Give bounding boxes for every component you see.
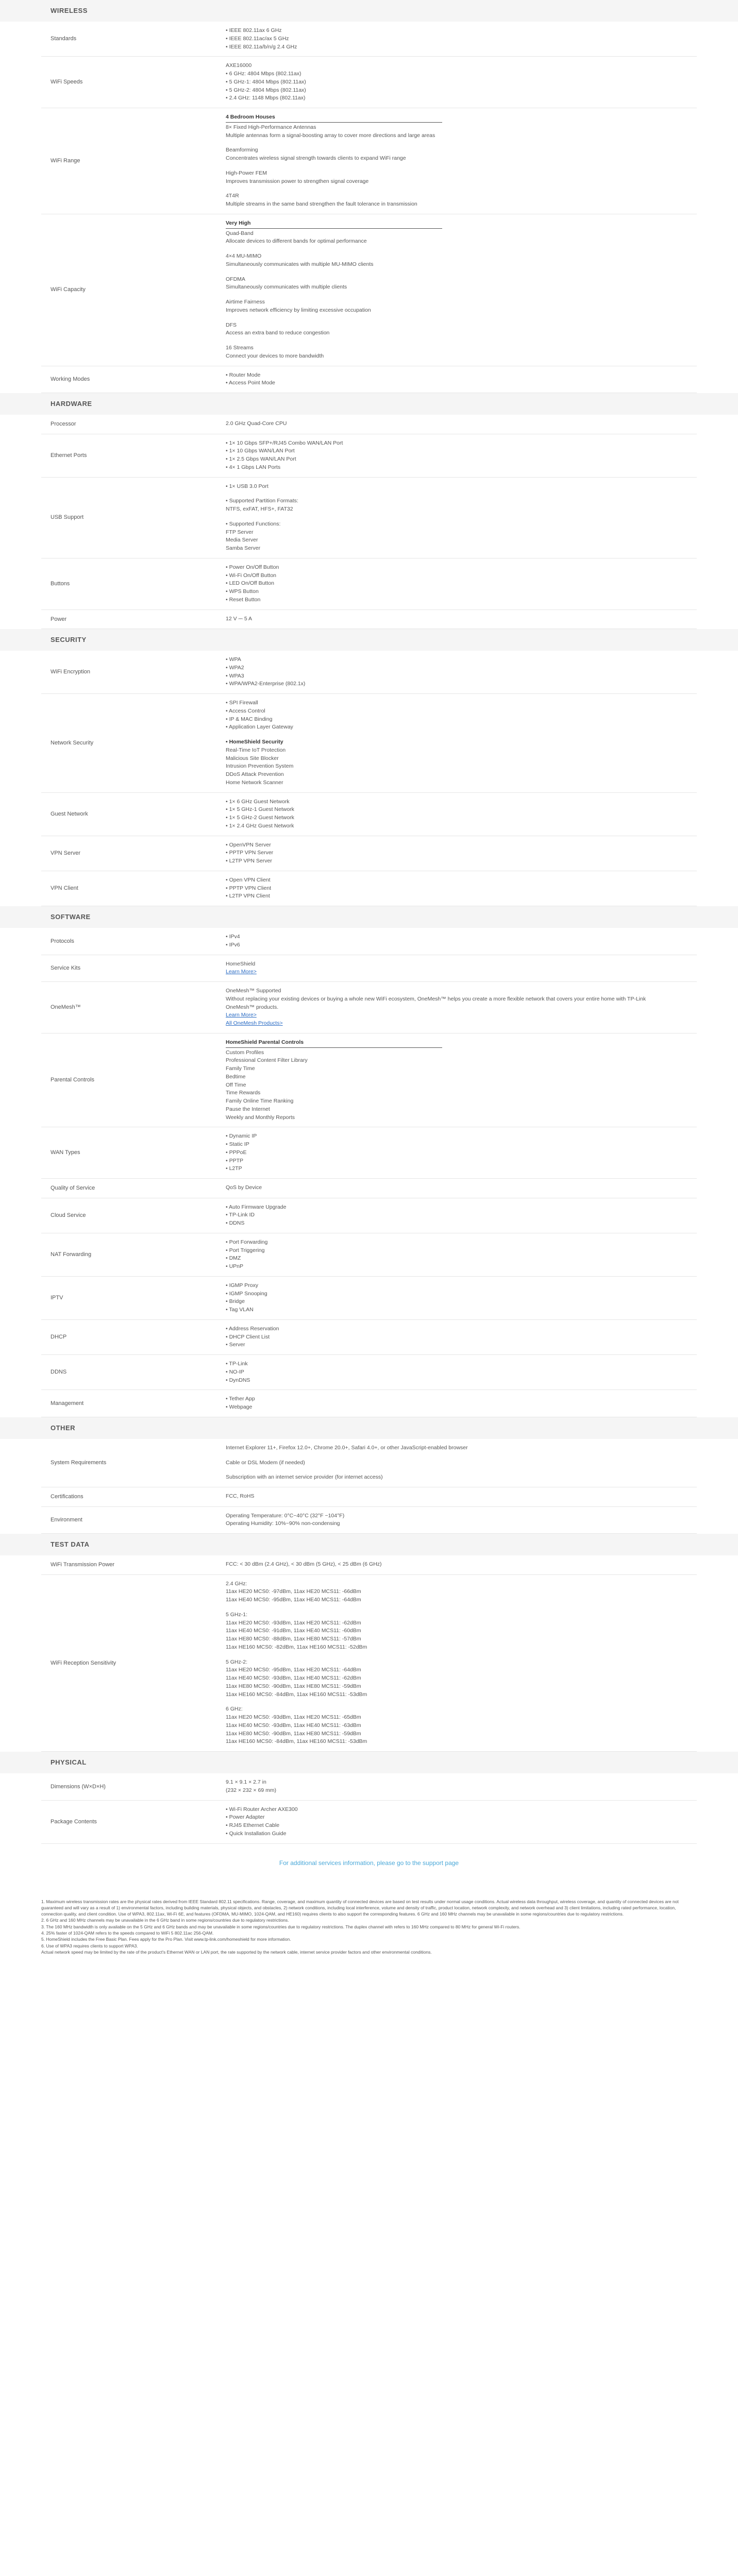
list-item: Real-Time IoT Protection bbox=[226, 747, 286, 753]
label-certs: Certifications bbox=[51, 1494, 83, 1500]
list-item: • PPPoE bbox=[226, 1149, 697, 1157]
list-item: • Address Reservation bbox=[226, 1325, 697, 1333]
label-nat: NAT Forwarding bbox=[51, 1251, 92, 1258]
list-item: • Application Layer Gateway bbox=[226, 723, 697, 732]
row-package bbox=[41, 1800, 697, 1843]
row-network-security bbox=[41, 694, 697, 793]
list-item bbox=[226, 1467, 697, 1473]
list-item: 11ax HE160 MCS0: -84dBm, 11ax HE160 MCS11: -53dBm bbox=[226, 1691, 367, 1698]
label-range: WiFi Range bbox=[51, 158, 80, 164]
value-dhcp bbox=[226, 1319, 697, 1354]
list-item bbox=[226, 1452, 697, 1459]
list-item bbox=[226, 1604, 697, 1611]
list-item: 4. 25% faster of 1024-QAM refers to the speeds compared to WiFi 5 802.11ac 256-QAM. bbox=[41, 1930, 214, 1936]
list-item: • Webpage bbox=[226, 1403, 697, 1412]
list-item: • TP-Link bbox=[226, 1360, 697, 1368]
label-encryption: WiFi Encryption bbox=[51, 669, 91, 675]
list-item: • Auto Firmware Upgrade bbox=[226, 1204, 697, 1212]
list-item: • 1× 2.4 GHz Guest Network bbox=[226, 822, 697, 831]
value-management bbox=[226, 1390, 697, 1417]
value-vpn-server bbox=[226, 836, 697, 871]
value-capacity bbox=[226, 214, 697, 366]
list-item: • Open VPN Client bbox=[226, 876, 697, 885]
list-item: Home Network Scanner bbox=[226, 779, 283, 786]
test-data-table bbox=[41, 1555, 697, 1752]
list-item: • 6 GHz: 4804 Mbps (802.11ax) bbox=[226, 70, 697, 78]
value-parental bbox=[226, 1033, 697, 1127]
list-item: Connect your devices to more bandwidth bbox=[226, 352, 324, 359]
footnotes bbox=[41, 1899, 697, 1956]
list-item: • Tether App bbox=[226, 1395, 697, 1403]
list-item: 2. 6 GHz and 160 MHz channels may be unavailable in the 6 GHz band in some regions/countries due to regulatory restrictions. bbox=[41, 1918, 289, 1923]
list-item: Allocate devices to different bands for optimal performance bbox=[226, 238, 367, 245]
value-standards bbox=[226, 22, 697, 57]
list-item: Simultaneously communicates with multiple clients bbox=[226, 284, 347, 291]
list-item: Simultaneously communicates with multiple MU-MIMO clients bbox=[226, 261, 374, 267]
label-iptv: IPTV bbox=[51, 1295, 63, 1301]
software-table bbox=[41, 928, 697, 1417]
list-item: • Server bbox=[226, 1341, 697, 1349]
label-onemesh: OneMesh™ bbox=[51, 1004, 81, 1011]
list-item: Time Rewards bbox=[226, 1090, 261, 1096]
list-item: Multiple antennas form a signal-boosting array to cover more directions and large areas bbox=[226, 132, 435, 139]
label-vpn-server: VPN Server bbox=[51, 850, 81, 856]
list-item: • Router Mode bbox=[226, 371, 697, 380]
row-dhcp bbox=[41, 1319, 697, 1354]
list-item: • DynDNS bbox=[226, 1377, 697, 1385]
usb-port-list bbox=[226, 483, 697, 491]
homeshield-title: • HomeShield Security bbox=[226, 738, 697, 747]
list-item bbox=[226, 337, 697, 344]
row-qos bbox=[41, 1179, 697, 1198]
list-item: • WPA2 bbox=[226, 664, 697, 672]
list-item: 11ax HE40 MCS0: -93dBm, 11ax HE40 MCS11: -62dBm bbox=[226, 1675, 361, 1681]
value-sensitivity bbox=[226, 1574, 697, 1752]
value-system bbox=[226, 1439, 697, 1487]
list-item: 4×4 MU-MIMO bbox=[226, 253, 262, 259]
support-link[interactable]: For additional services information, please go to the support page bbox=[279, 1859, 459, 1867]
list-item: 4T4R bbox=[226, 193, 239, 199]
list-item: • L2TP VPN Server bbox=[226, 857, 697, 866]
value-processor: 2.0 GHz Quad-Core CPU bbox=[226, 420, 287, 427]
list-item: 11ax HE40 MCS0: -91dBm, 11ax HE40 MCS11: -60dBm bbox=[226, 1628, 361, 1634]
list-item: 11ax HE20 MCS0: -93dBm, 11ax HE20 MCS11: -62dBm bbox=[226, 1619, 361, 1626]
label-buttons: Buttons bbox=[51, 580, 70, 587]
list-item: • Power Adapter bbox=[226, 1814, 697, 1822]
list-item: (232 × 232 × 69 mm) bbox=[226, 1787, 277, 1793]
list-item: • RJ45 Ethernet Cable bbox=[226, 1822, 697, 1830]
row-iptv bbox=[41, 1276, 697, 1319]
onemesh-title: OneMesh™ Supported bbox=[226, 988, 281, 994]
section-test-data: TEST DATA bbox=[0, 1534, 738, 1555]
speeds-title: AXE16000 bbox=[226, 62, 252, 69]
value-speeds bbox=[226, 57, 697, 108]
physical-table bbox=[41, 1773, 697, 1844]
value-dimensions bbox=[226, 1773, 697, 1800]
list-item: • IPv6 bbox=[226, 941, 697, 950]
list-item: • SPI Firewall bbox=[226, 699, 697, 707]
list-item: • DHCP Client List bbox=[226, 1333, 697, 1342]
value-package bbox=[226, 1800, 697, 1843]
row-certs bbox=[41, 1487, 697, 1507]
list-item: 3. The 160 MHz bandwidth is only available on the 5 GHz and 6 GHz bands and may be unavailable in some regions/countries due to regulatory restrictions. The duplex channel with refers to 160 MHz compared to 80 MHz for general Wi-Fi routers. bbox=[41, 1924, 521, 1929]
list-item: • LED On/Off Button bbox=[226, 580, 697, 588]
list-item bbox=[226, 292, 697, 298]
row-vpn-server bbox=[41, 836, 697, 871]
list-item: 1. Maximum wireless transmission rates are the physical rates derived from IEEE Standard 802.11 specifications. Range, coverage, and maximum quantity of connected devices are based on test results under normal usage conditions. Actual wireless data throughput, wireless coverage, and quantity of connected devices are not guaranteed and will vary as a result of 1) environmental factors, including building materials, physical objects, and obstacles, 2) network conditions, including local interference, volume and density of traffic, product location, network complexity, and network overhead and 3) client limitations, including rated performance, location, connection quality, and client condition. Use of WPA3, 802.11ax, Wi-Fi 6E, and features (OFDMA, MU-MIMO, 1024-QAM, and HE160) requires clients to also support the corresponding features. 6 GHz and 160 MHz channels may be unavailable in some regions/countries due to regulatory restrictions. bbox=[41, 1899, 679, 1917]
row-sensitivity bbox=[41, 1574, 697, 1752]
list-item: Beamforming bbox=[226, 147, 258, 154]
list-item: 11ax HE160 MCS0: -84dBm, 11ax HE160 MCS11: -53dBm bbox=[226, 1738, 367, 1745]
list-item: 5. HomeShield includes the Free Basic Plan. Fees apply for the Pro Plan. Visit www.tp-link.com/homeshield for more information. bbox=[41, 1937, 291, 1942]
range-lines bbox=[226, 124, 697, 209]
row-tx-power bbox=[41, 1555, 697, 1574]
list-item: • WPA/WPA2-Enterprise (802.1x) bbox=[226, 680, 697, 688]
list-item: Custom Profiles bbox=[226, 1049, 264, 1056]
row-cloud bbox=[41, 1198, 697, 1233]
list-item: Intrusion Prevention System bbox=[226, 763, 294, 770]
list-item: • 2.4 GHz: 1148 Mbps (802.11ax) bbox=[226, 94, 697, 103]
list-item: • IGMP Proxy bbox=[226, 1282, 697, 1290]
list-item: 11ax HE40 MCS0: -93dBm, 11ax HE40 MCS11: -63dBm bbox=[226, 1722, 361, 1728]
label-env: Environment bbox=[51, 1517, 82, 1523]
label-sensitivity: WiFi Reception Sensitivity bbox=[51, 1659, 116, 1666]
onemesh-desc: Without replacing your existing devices or buying a whole new WiFi ecosystem, OneMesh™ helps you create a more flexible network that covers your entire home with TP-Link OneMesh™ products. bbox=[226, 995, 646, 1010]
list-item: • IEEE 802.11ac/ax 5 GHz bbox=[226, 35, 697, 43]
list-item: Quad-Band bbox=[226, 230, 254, 236]
list-item: Concentrates wireless signal strength towards clients to expand WiFi range bbox=[226, 155, 406, 161]
netsec-list bbox=[226, 699, 697, 732]
value-certs: FCC, RoHS bbox=[226, 1493, 255, 1500]
list-item: Media Server bbox=[226, 537, 258, 544]
section-hardware: HARDWARE bbox=[0, 393, 738, 415]
list-item bbox=[226, 163, 697, 170]
list-item: • IPv4 bbox=[226, 933, 697, 941]
list-item: Malicious Site Blocker bbox=[226, 755, 279, 761]
list-item bbox=[226, 185, 697, 192]
list-item: 11ax HE40 MCS0: -95dBm, 11ax HE40 MCS11: -64dBm bbox=[226, 1597, 361, 1603]
list-item: • 1× USB 3.0 Port bbox=[226, 483, 697, 491]
usb-fn-list bbox=[226, 529, 697, 553]
list-item: • Access Control bbox=[226, 707, 697, 716]
value-usb bbox=[226, 477, 697, 558]
value-env bbox=[226, 1506, 697, 1534]
value-service-kits bbox=[226, 955, 697, 982]
list-item: 5 GHz-1: bbox=[226, 1611, 248, 1618]
value-guest bbox=[226, 792, 697, 836]
label-tx-power: WiFi Transmission Power bbox=[51, 1562, 115, 1568]
label-wan: WAN Types bbox=[51, 1149, 80, 1156]
list-item: Professional Content Filter Library bbox=[226, 1057, 308, 1064]
list-item: DFS bbox=[226, 321, 237, 328]
list-item: OFDMA bbox=[226, 276, 245, 282]
label-guest: Guest Network bbox=[51, 810, 88, 817]
row-guest bbox=[41, 792, 697, 836]
label-processor: Processor bbox=[51, 421, 76, 427]
list-item: • IGMP Snooping bbox=[226, 1290, 697, 1298]
section-other: OTHER bbox=[0, 1417, 738, 1439]
usb-fs-title: • Supported Partition Formats: bbox=[226, 497, 697, 505]
list-item: 11ax HE20 MCS0: -93dBm, 11ax HE20 MCS11: -65dBm bbox=[226, 1714, 361, 1720]
value-power: 12 V ⎓ 5 A bbox=[226, 615, 252, 622]
list-item: 11ax HE20 MCS0: -95dBm, 11ax HE20 MCS11: -64dBm bbox=[226, 1667, 361, 1673]
row-parental bbox=[41, 1033, 697, 1127]
value-buttons bbox=[226, 558, 697, 609]
homeshield-list bbox=[226, 747, 697, 787]
list-item: • UPnP bbox=[226, 1263, 697, 1271]
list-item: • 1× 6 GHz Guest Network bbox=[226, 798, 697, 806]
list-item: • Reset Button bbox=[226, 596, 697, 604]
row-wan bbox=[41, 1127, 697, 1179]
row-modes bbox=[41, 366, 697, 393]
service-kits-value: HomeShield bbox=[226, 960, 256, 967]
label-dhcp: DHCP bbox=[51, 1334, 67, 1341]
list-item: 11ax HE80 MCS0: -90dBm, 11ax HE80 MCS11: -59dBm bbox=[226, 1730, 361, 1737]
list-item bbox=[226, 315, 697, 321]
list-item: • PPTP VPN Client bbox=[226, 885, 697, 893]
list-item: • Wi-Fi On/Off Button bbox=[226, 572, 697, 580]
list-item: 5 GHz-2: bbox=[226, 1658, 248, 1665]
list-item: • WPA3 bbox=[226, 672, 697, 681]
list-item: Pause the Internet bbox=[226, 1106, 270, 1112]
list-item: • 1× 5 GHz-2 Guest Network bbox=[226, 814, 697, 822]
row-onemesh bbox=[41, 982, 697, 1033]
list-item: Access an extra band to reduce congestion bbox=[226, 330, 330, 336]
onemesh-learn-more-link[interactable]: Learn More> bbox=[226, 1012, 257, 1019]
row-vpn-client bbox=[41, 871, 697, 906]
other-table bbox=[41, 1439, 697, 1534]
row-env bbox=[41, 1506, 697, 1534]
list-item: • DMZ bbox=[226, 1255, 697, 1263]
list-item: • WPA bbox=[226, 656, 697, 664]
row-dimensions bbox=[41, 1773, 697, 1800]
list-item: • NO-IP bbox=[226, 1368, 697, 1377]
list-item: 9.1 × 9.1 × 2.7 in bbox=[226, 1779, 266, 1785]
row-nat bbox=[41, 1233, 697, 1276]
label-package: Package Contents bbox=[51, 1818, 97, 1825]
value-modes bbox=[226, 366, 697, 393]
row-standards bbox=[41, 22, 697, 57]
label-parental: Parental Controls bbox=[51, 1077, 94, 1083]
list-item: • PPTP bbox=[226, 1157, 697, 1165]
list-item: • Dynamic IP bbox=[226, 1132, 697, 1141]
label-management: Management bbox=[51, 1400, 84, 1406]
list-item: • IEEE 802.11ax 6 GHz bbox=[226, 27, 697, 35]
row-capacity bbox=[41, 214, 697, 366]
label-network-security: Network Security bbox=[51, 740, 94, 746]
onemesh-all-products-link[interactable]: All OneMesh Products> bbox=[226, 1020, 283, 1026]
list-item: • 1× 10 Gbps WAN/LAN Port bbox=[226, 447, 697, 455]
label-ports: Ethernet Ports bbox=[51, 452, 87, 459]
list-item: • Access Point Mode bbox=[226, 379, 697, 387]
row-range bbox=[41, 108, 697, 214]
list-item: 2.4 GHz: bbox=[226, 1580, 247, 1587]
list-item: Bedtime bbox=[226, 1073, 246, 1080]
range-title: 4 Bedroom Houses bbox=[226, 113, 442, 123]
list-item: • Port Triggering bbox=[226, 1247, 697, 1255]
list-item: Improves transmission power to strengthen signal coverage bbox=[226, 178, 369, 184]
list-item: Off Time bbox=[226, 1081, 246, 1088]
row-buttons bbox=[41, 558, 697, 609]
row-service-kits bbox=[41, 955, 697, 982]
label-capacity: WiFi Capacity bbox=[51, 286, 86, 293]
list-item: 8× Fixed High-Performance Antennas bbox=[226, 124, 316, 130]
list-item: • 1× 5 GHz-1 Guest Network bbox=[226, 806, 697, 814]
list-item: • 1× 2.5 Gbps WAN/LAN Port bbox=[226, 455, 697, 464]
label-speeds: WiFi Speeds bbox=[51, 79, 83, 86]
value-iptv bbox=[226, 1276, 697, 1319]
label-service-kits: Service Kits bbox=[51, 965, 81, 971]
list-item: High-Power FEM bbox=[226, 170, 267, 176]
list-item: Airtime Fairness bbox=[226, 299, 265, 305]
list-item: • 4× 1 Gbps LAN Ports bbox=[226, 464, 697, 472]
value-cloud bbox=[226, 1198, 697, 1233]
value-onemesh bbox=[226, 982, 697, 1033]
section-wireless: WIRELESS bbox=[0, 0, 738, 22]
value-qos: QoS by Device bbox=[226, 1184, 262, 1191]
capacity-lines bbox=[226, 230, 697, 361]
list-item: Samba Server bbox=[226, 545, 261, 551]
list-item: 11ax HE160 MCS0: -82dBm, 11ax HE160 MCS11: -52dBm bbox=[226, 1643, 367, 1650]
list-item: Multiple streams in the same band strengthen the fault tolerance in transmission bbox=[226, 201, 417, 207]
list-item bbox=[226, 246, 697, 252]
list-item: • 5 GHz-2: 4804 Mbps (802.11ax) bbox=[226, 87, 697, 95]
label-standards: Standards bbox=[51, 36, 77, 42]
list-item: Operating Humidity: 10%~90% non-condensing bbox=[226, 1520, 340, 1527]
list-item bbox=[226, 140, 697, 146]
list-item: Actual network speed may be limited by the rate of the product's Ethernet WAN or LAN port, the rate supported by the network cable, internet service provider factors and other environmental conditions. bbox=[41, 1950, 432, 1955]
capacity-title: Very High bbox=[226, 219, 442, 229]
list-item: • IEEE 802.11a/b/n/g 2.4 GHz bbox=[226, 43, 697, 52]
list-item: 16 Streams bbox=[226, 345, 254, 351]
list-item: Family Time bbox=[226, 1065, 255, 1072]
list-item: 6 GHz: bbox=[226, 1706, 243, 1713]
label-qos: Quality of Service bbox=[51, 1185, 95, 1191]
list-item: • Wi-Fi Router Archer AXE300 bbox=[226, 1806, 697, 1814]
list-item: Weekly and Monthly Reports bbox=[226, 1114, 295, 1121]
row-usb bbox=[41, 477, 697, 558]
label-vpn-client: VPN Client bbox=[51, 885, 78, 892]
list-item: 11ax HE20 MCS0: -97dBm, 11ax HE20 MCS11: -66dBm bbox=[226, 1588, 361, 1595]
label-ddns: DDNS bbox=[51, 1369, 67, 1376]
list-item: • L2TP VPN Client bbox=[226, 892, 697, 901]
list-item: • Static IP bbox=[226, 1141, 697, 1149]
row-ddns bbox=[41, 1355, 697, 1390]
label-protocols: Protocols bbox=[51, 938, 74, 944]
value-nat bbox=[226, 1233, 697, 1276]
list-item: • OpenVPN Server bbox=[226, 841, 697, 850]
label-cloud: Cloud Service bbox=[51, 1212, 86, 1218]
section-security: SECURITY bbox=[0, 629, 738, 651]
label-modes: Working Modes bbox=[51, 376, 90, 382]
list-item: • PPTP VPN Server bbox=[226, 849, 697, 857]
value-range bbox=[226, 108, 697, 214]
list-item: • WPS Button bbox=[226, 588, 697, 596]
list-item: Subscription with an internet service provider (for internet access) bbox=[226, 1474, 383, 1481]
value-ddns bbox=[226, 1355, 697, 1390]
value-protocols bbox=[226, 928, 697, 955]
list-item: FTP Server bbox=[226, 529, 254, 535]
list-item: • TP-Link ID bbox=[226, 1211, 697, 1219]
list-item: • Quick Installation Guide bbox=[226, 1830, 697, 1838]
list-item bbox=[226, 1699, 697, 1705]
list-item: Improves network efficiency by limiting excessive occupation bbox=[226, 307, 371, 313]
value-vpn-client bbox=[226, 871, 697, 906]
list-item: • IP & MAC Binding bbox=[226, 716, 697, 724]
wireless-table bbox=[41, 22, 697, 393]
value-network-security bbox=[226, 694, 697, 793]
row-protocols bbox=[41, 928, 697, 955]
label-system: System Requirements bbox=[51, 1460, 107, 1466]
hardware-table bbox=[41, 415, 697, 629]
list-item: 11ax HE80 MCS0: -90dBm, 11ax HE80 MCS11: -59dBm bbox=[226, 1683, 361, 1689]
label-usb: USB Support bbox=[51, 514, 84, 521]
list-item: 11ax HE80 MCS0: -88dBm, 11ax HE80 MCS11: -57dBm bbox=[226, 1636, 361, 1642]
section-software: SOFTWARE bbox=[0, 906, 738, 928]
security-table bbox=[41, 651, 697, 906]
list-item: Family Online Time Ranking bbox=[226, 1098, 294, 1104]
parental-title: HomeShield Parental Controls bbox=[226, 1039, 442, 1048]
label-dimensions: Dimensions (W×D×H) bbox=[51, 1783, 106, 1790]
list-item: • 1× 10 Gbps SFP+/RJ45 Combo WAN/LAN Port bbox=[226, 439, 697, 448]
list-item bbox=[226, 269, 697, 276]
value-wan bbox=[226, 1127, 697, 1179]
list-item: 6. Use of WPA3 requires clients to support WPA3. bbox=[41, 1943, 138, 1948]
list-item: Internet Explorer 11+, Firefox 12.0+, Chrome 20.0+, Safari 4.0+, or other JavaScript-enabled browser bbox=[226, 1444, 468, 1451]
row-ports bbox=[41, 434, 697, 477]
label-power: Power bbox=[51, 616, 67, 622]
section-physical: PHYSICAL bbox=[0, 1752, 738, 1773]
speeds-list bbox=[226, 70, 697, 103]
value-encryption bbox=[226, 651, 697, 694]
row-power bbox=[41, 609, 697, 629]
list-item bbox=[226, 1652, 697, 1658]
list-item: • Port Forwarding bbox=[226, 1239, 697, 1247]
row-encryption bbox=[41, 651, 697, 694]
parental-lines bbox=[226, 1049, 697, 1122]
list-item: • Tag VLAN bbox=[226, 1306, 697, 1314]
list-item: • DDNS bbox=[226, 1219, 697, 1228]
usb-fn-title: • Supported Functions: bbox=[226, 520, 697, 529]
list-item: Operating Temperature: 0°C~40°C (32°F ~104°F) bbox=[226, 1512, 345, 1519]
row-system bbox=[41, 1439, 697, 1487]
row-management bbox=[41, 1390, 697, 1417]
value-tx-power: FCC: < 30 dBm (2.4 GHz), < 30 dBm (5 GHz), < 25 dBm (6 GHz) bbox=[226, 1561, 382, 1568]
usb-fs-value: NTFS, exFAT, HFS+, FAT32 bbox=[226, 506, 293, 512]
list-item: • Bridge bbox=[226, 1298, 697, 1306]
list-item: • 5 GHz-1: 4804 Mbps (802.11ax) bbox=[226, 78, 697, 87]
list-item: • L2TP bbox=[226, 1165, 697, 1173]
list-item: Cable or DSL Modem (if needed) bbox=[226, 1459, 305, 1466]
service-kits-learn-more-link[interactable]: Learn More> bbox=[226, 969, 257, 975]
list-item: • Power On/Off Button bbox=[226, 564, 697, 572]
row-speeds bbox=[41, 57, 697, 108]
row-processor bbox=[41, 415, 697, 434]
list-item: DDoS Attack Prevention bbox=[226, 771, 284, 777]
value-ports bbox=[226, 434, 697, 477]
